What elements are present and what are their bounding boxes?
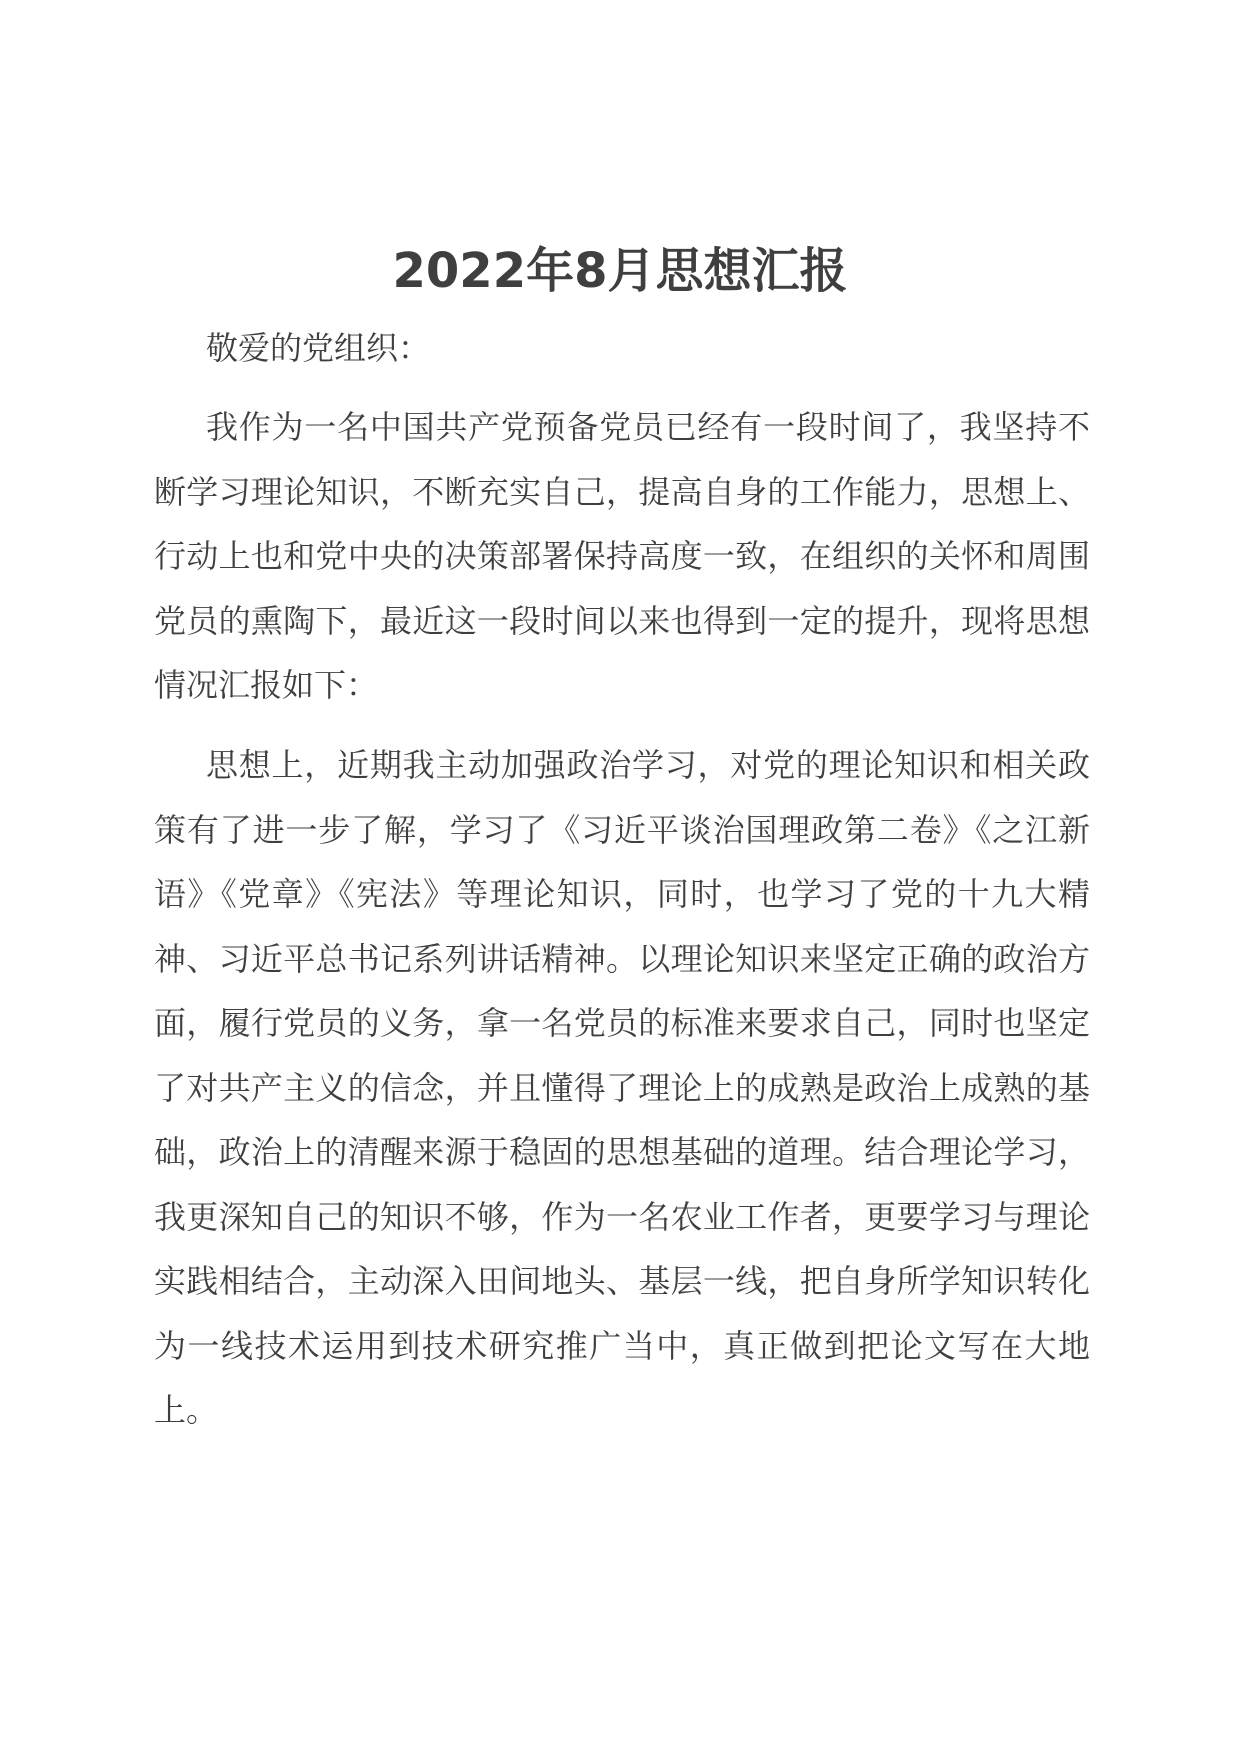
paragraph-intro: 我作为一名中国共产党预备党员已经有一段时间了，我坚持不断学习理论知识，不断充实自己，提高自身的工作能力，思想上、行动上也和党中央的决策部署保持高度一致，在组织的关怀和周围党员的熏陶下，最近这一段时间以来也得到一定的提升，现将思想情况汇报如下： (154, 408, 1090, 704)
paragraph-ideology: 思想上，近期我主动加强政治学习，对党的理论知识和相关政策有了进一步了解，学习了《习近平谈治国理政第二卷》《之江新语》《党章》《宪法》等理论知识，同时，也学习了党的十九大精神、习近平总书记系列讲话精神。以理论知识来坚定正确的政治方面，履行党员的义务，拿一名党员的标准来要求自己，同时也坚定了对共产主义的信念，并且懂得了理论上的成熟是政治上成熟的基础，政治上的清醒来源于稳固的思想基础的道理。结合理论学习，我更深知自己的知识不够，作为一名农业工作者，更要学习与理论实践相结合，主动深入田间地头、基层一线，把自身所学知识转化为一线技术运用到技术研究推广当中，真正做到把论文写在大地上。 (154, 746, 1090, 1429)
salutation: 敬爱的党组织： (206, 329, 431, 367)
document-title: 2022年8月思想汇报 (392, 243, 848, 299)
